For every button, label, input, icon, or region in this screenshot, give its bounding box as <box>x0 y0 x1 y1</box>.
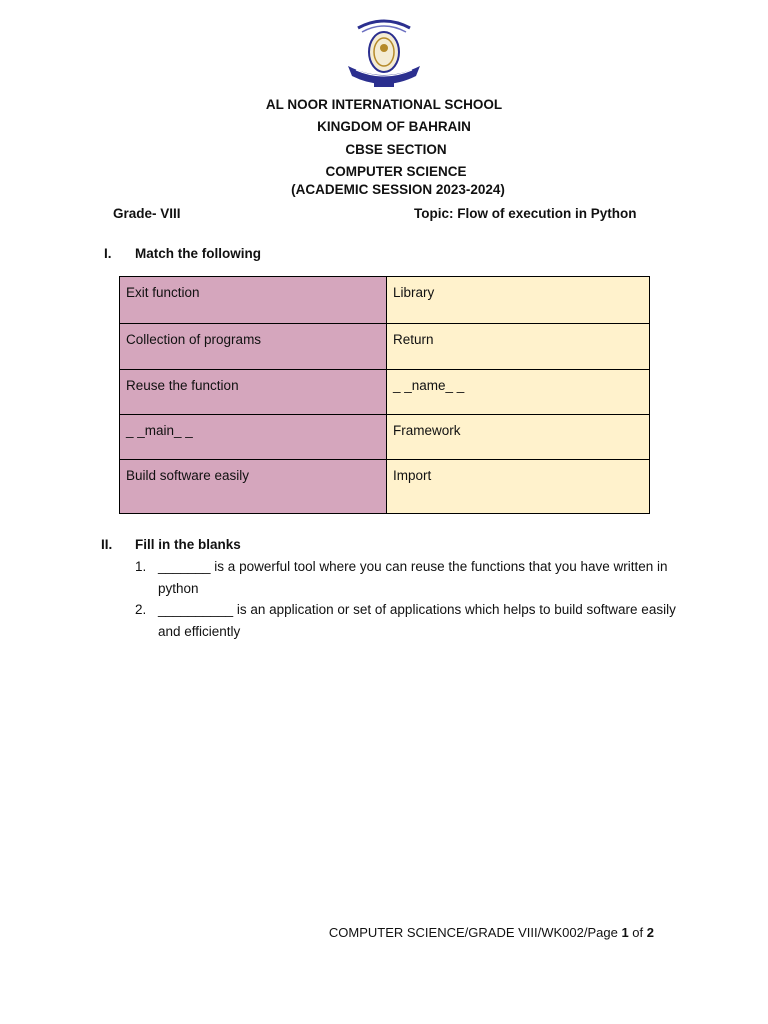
match-right-cell: _ _name_ _ <box>387 370 650 415</box>
table-row <box>120 370 650 415</box>
list-item-text: _______ is a powerful tool where you can reuse the functions that you have written in python <box>158 559 668 596</box>
subject-name: COMPUTER SCIENCE <box>325 164 467 179</box>
match-right-cell: Framework <box>387 415 650 460</box>
section-1-title: Match the following <box>135 246 261 261</box>
section-2-numeral: II. <box>101 537 113 552</box>
match-right-cell: Import <box>387 460 650 514</box>
table-row <box>120 415 650 460</box>
match-left-cell: Reuse the function <box>120 370 387 415</box>
table-row <box>120 324 650 370</box>
school-crest-logo <box>338 14 430 90</box>
match-left-cell: _ _main_ _ <box>120 415 387 460</box>
page-footer <box>0 925 654 940</box>
list-item <box>135 599 680 643</box>
footer-page-number: 1 <box>621 925 629 940</box>
table-row <box>120 460 650 514</box>
match-right-cell: Return <box>387 324 650 370</box>
table-row <box>120 277 650 324</box>
academic-session: (ACADEMIC SESSION 2023-2024) <box>291 182 505 197</box>
match-right-cell: Library <box>387 277 650 324</box>
match-left-cell: Collection of programs <box>120 324 387 370</box>
footer-of: of <box>628 925 647 940</box>
list-item <box>135 556 680 600</box>
match-left-cell: Build software easily <box>120 460 387 514</box>
list-item-number: 1. <box>135 559 147 574</box>
school-name: AL NOOR INTERNATIONAL SCHOOL <box>265 97 503 112</box>
footer-page-total: 2 <box>646 925 654 940</box>
section-2-title: Fill in the blanks <box>135 537 241 552</box>
footer-prefix: COMPUTER SCIENCE/GRADE VIII/WK002/Page <box>328 925 622 940</box>
list-item-number: 2. <box>135 602 147 617</box>
grade-label: Grade- VIII <box>113 206 181 221</box>
country-name: KINGDOM OF BAHRAIN <box>317 119 471 134</box>
section-1-numeral: I. <box>104 246 112 261</box>
section-name: CBSE SECTION <box>345 142 447 157</box>
match-table <box>119 276 650 514</box>
topic-label: Topic: Flow of execution in Python <box>414 206 637 221</box>
list-item-text: __________ is an application or set of applications which helps to build software easily and efficiently <box>158 602 676 639</box>
match-left-cell: Exit function <box>120 277 387 324</box>
